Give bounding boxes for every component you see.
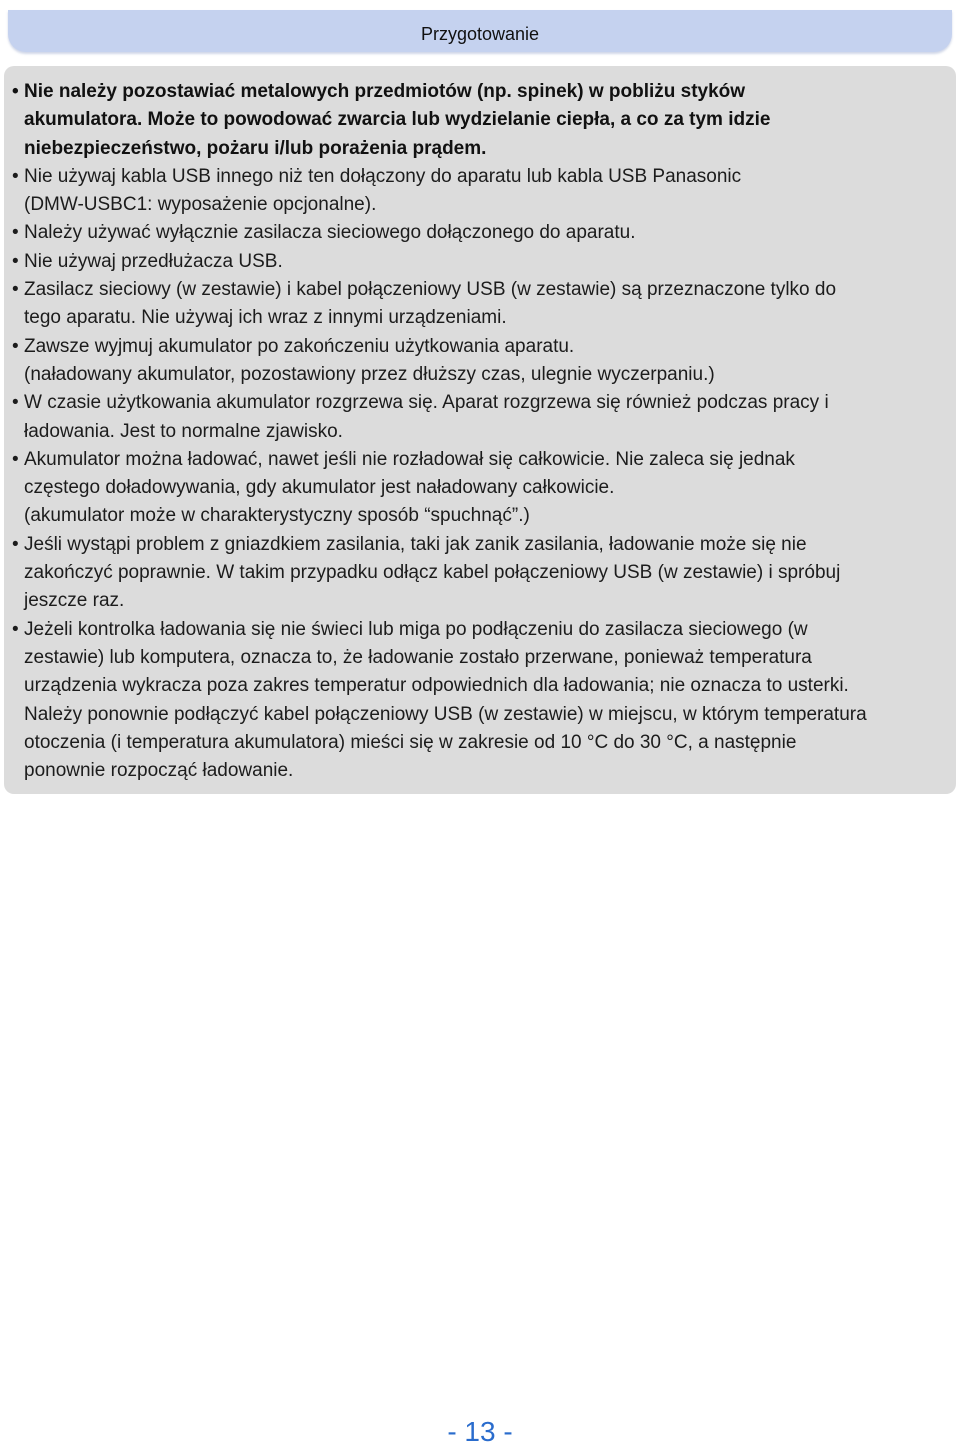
page-number: - 13 - — [447, 1416, 513, 1447]
note-line: • Nie używaj kabla USB innego niż ten dołączony do aparatu lub kabla USB Panasonic — [24, 165, 742, 187]
note-item — [12, 616, 946, 786]
note-line: • Jeżeli kontrolka ładowania się nie świeci lub miga po podłączeniu do zasilacza sieciowego (w — [24, 618, 808, 640]
note-item — [12, 531, 946, 616]
note-item — [12, 446, 946, 531]
note-line: • Należy używać wyłącznie zasilacza sieciowego dołączonego do aparatu. — [24, 222, 636, 244]
note-item — [12, 219, 946, 247]
note-line: ładowania. Jest to normalne zjawisko. — [24, 420, 343, 442]
note-line: ponownie rozpocząć ładowanie. — [24, 760, 294, 782]
note-item — [12, 333, 946, 390]
note-line: • W czasie użytkowania akumulator rozgrzewa się. Aparat rozgrzewa się również podczas pracy i — [24, 392, 829, 414]
note-line: Należy ponownie podłączyć kabel połączeniowy USB (w zestawie) w miejscu, w którym temperatura — [24, 703, 867, 725]
note-line: • Zasilacz sieciowy (w zestawie) i kabel połączeniowy USB (w zestawie) są przeznaczone tylko do — [24, 279, 837, 301]
note-line: zakończyć poprawnie. W takim przypadku odłącz kabel połączeniowy USB (w zestawie) i spróbuj — [24, 562, 841, 584]
note-item — [12, 276, 946, 333]
note-line: (naładowany akumulator, pozostawiony przez dłuższy czas, ulegnie wyczerpaniu.) — [24, 363, 715, 385]
note-item — [12, 248, 946, 276]
note-item — [12, 78, 946, 163]
note-line: częstego doładowywania, gdy akumulator jest naładowany całkowicie. — [24, 477, 615, 499]
note-line: otoczenia (i temperatura akumulatora) mieści się w zakresie od 10 °C do 30 °C, a następnie — [24, 731, 797, 753]
note-line: akumulatora. Może to powodować zwarcia lub wydzielanie ciepła, a co za tym idzie — [24, 109, 771, 131]
note-line: • Akumulator można ładować, nawet jeśli nie rozładował się całkowicie. Nie zaleca się jednak — [24, 448, 795, 470]
note-item — [12, 389, 946, 446]
note-item — [12, 163, 946, 220]
note-line: (DMW-USBC1: wyposażenie opcjonalne). — [24, 194, 377, 216]
note-line: • Nie używaj przedłużacza USB. — [24, 250, 283, 272]
note-line: • Nie należy pozostawiać metalowych przedmiotów (np. spinek) w pobliżu styków — [24, 81, 746, 102]
notes-box — [4, 66, 956, 794]
note-line: niebezpieczeństwo, pożaru i/lub porażenia prądem. — [24, 137, 487, 159]
note-line: • Zawsze wyjmuj akumulator po zakończeniu użytkowania aparatu. — [24, 335, 575, 357]
note-line: urządzenia wykracza poza zakres temperatur odpowiednich dla ładowania; nie oznacza to usterki. — [24, 675, 849, 697]
note-line: tego aparatu. Nie używaj ich wraz z innymi urządzeniami. — [24, 307, 507, 329]
note-line: • Jeśli wystąpi problem z gniazdkiem zasilania, taki jak zanik zasilania, ładowanie może się nie — [24, 533, 807, 555]
page-section-title: Przygotowanie — [420, 24, 540, 44]
note-line: zestawie) lub komputera, oznacza to, że ładowanie zostało przerwane, ponieważ temperatura — [24, 646, 812, 668]
note-line: jeszcze raz. — [24, 590, 125, 612]
note-line: (akumulator może w charakterystyczny sposób “spuchnąć”.) — [24, 505, 530, 527]
